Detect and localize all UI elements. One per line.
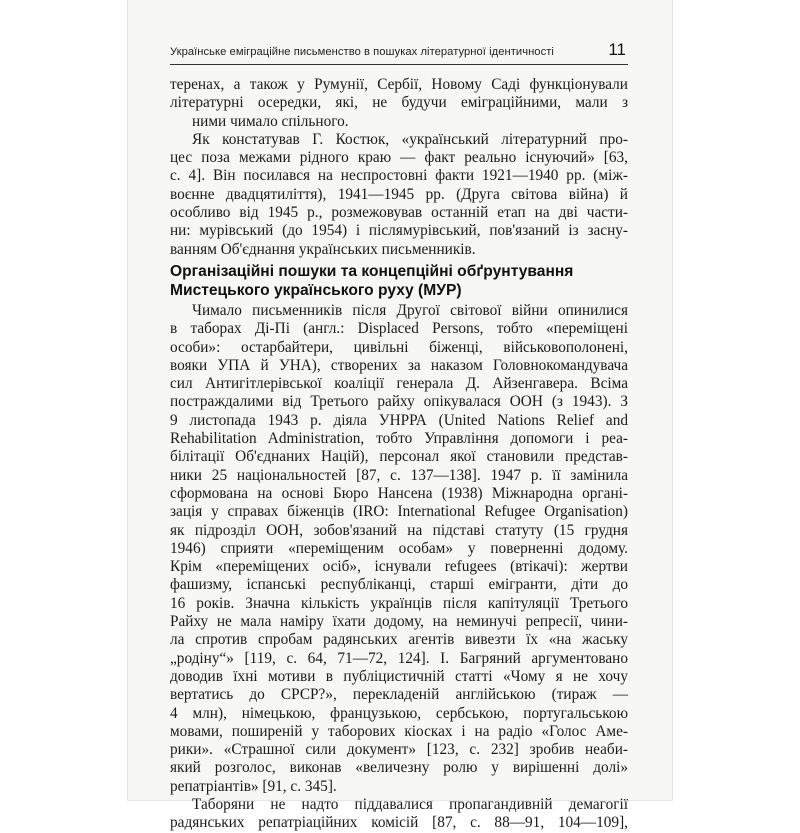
- section-heading-line: Організаційні пошуки та концепційні обґрунтування: [170, 263, 574, 280]
- text-line: Райху не мала наміру їхати додому, на неминучі репресії, чини-: [170, 613, 628, 631]
- paragraph-4-cont: [170, 814, 628, 832]
- text-line: ни: мурівський (до 1954) і післямурівський, пов'язаний із засну-: [170, 222, 628, 240]
- text-line: мовами, поширеній у таборових кіосках і на радіо «Голос Аме-: [170, 722, 628, 740]
- paragraph-1: [170, 76, 628, 131]
- text-line: ники 25 національностей [87, с. 137—138]. 1947 р. її замінила: [170, 466, 628, 484]
- running-header-title: Українське еміграційне письменство в пошуках літературної ідентичності: [170, 46, 554, 58]
- body-text-block-2: [170, 302, 628, 833]
- text-line: Rehabilitation Administration, тобто Управління допомоги і реа-: [170, 430, 628, 448]
- text-line: цес поза межами рідного краю — факт реально існуючий» [63,: [170, 149, 628, 167]
- text-line: Чимало письменників після Другої світової війни опинилися: [192, 302, 628, 319]
- text-line: фашизму, іспанські республіканці, старші емігранти, діти до: [170, 576, 628, 594]
- text-line: рики». «Страшної сили документ» [123, с. 232] зробив неаби-: [170, 741, 628, 759]
- text-line: теренах, а також у Румунії, Сербії, Новому Саді функціонували: [170, 76, 628, 93]
- text-line: Таборяни не надто піддавалися пропагандивній демагогії: [192, 796, 628, 814]
- text-line: доводив їхні мотиви в публіцистичній статті «Чому я не хочу: [170, 667, 628, 685]
- text-line: особи»: остарбайтери, цивільні біженці, військовополонені,: [170, 338, 628, 356]
- text-line: „родіну“» [119, с. 64, 71—72, 124]. І. Багряний аргументовано: [170, 649, 628, 667]
- running-header: [170, 40, 628, 62]
- text-line: літературні осередки, які, не будучи еміграційними, мали з: [170, 94, 628, 112]
- text-line: в таборах Ді-Пі (англ.: Displaced Persons, тобто «переміщені: [170, 320, 628, 338]
- page-number: 11: [608, 40, 626, 59]
- text-line: Крім «переміщених осіб», існували refugees (втікачі): жертви: [170, 558, 628, 576]
- text-line: 16 років. Значна кількість українців після капітуляції Третього: [170, 594, 628, 612]
- text-line: с. 4]. Він посилався на неспростовні факти 1921—1940 рр. (між-: [170, 167, 628, 185]
- text-line: який розголос, виконав «величезну ролю у вирішенні долі»: [170, 759, 628, 777]
- text-line: ванням Об'єднання українських письменників.: [170, 240, 476, 258]
- text-line: радянських репатріаційних комісій [87, с. 88—91, 104—109],: [170, 814, 628, 832]
- text-line: білітації Об'єднаних Націй), персонал якої становили представ-: [170, 448, 628, 466]
- section-heading: [170, 262, 628, 300]
- text-line: вояки УПА й УНА), створених за наказом Головнокомандувача: [170, 356, 628, 374]
- paragraph-3-cont: [170, 320, 628, 796]
- paragraph-2-cont: [170, 149, 628, 259]
- text-line: ними чимало спільного.: [192, 112, 349, 130]
- paragraph-2: [170, 131, 628, 149]
- text-line: постраждалими від Третього райху опікувалася ООН (з 1943). З: [170, 393, 628, 411]
- text-line: сил Антигітлерівської коаліції генерала Д. Айзенгавера. Всіма: [170, 375, 628, 393]
- text-line: 1946) сприяти «переміщеним особам» у поверненні додому.: [170, 539, 628, 557]
- paragraph-3: [170, 302, 628, 320]
- text-line: сформована на основі Бюро Нансена (1938) Міжнародна органі-: [170, 484, 628, 502]
- text-line: ла спротив спробам радянських агентів вивезти їх «на жаську: [170, 631, 628, 649]
- text-line: 9 листопада 1943 р. діяла УНРРА (United Nations Relief and: [170, 411, 628, 429]
- text-line: як підрозділ ООН, зобов'язаний на підставі статуту (15 грудня: [170, 521, 628, 539]
- text-line: репатріантів» [91, с. 345].: [170, 777, 337, 795]
- paragraph-4: [170, 796, 628, 814]
- text-line: зація у справах біженців (IRO: International Refugee Organisation): [170, 503, 628, 521]
- section-heading-line: Мистецького українського руху (МУР): [170, 282, 462, 299]
- text-line: Як констатував Г. Костюк, «український літературний про-: [192, 130, 628, 148]
- text-line: воєнне двадцятиліття), 1941—1945 рр. (Друга світова війна) й: [170, 185, 628, 203]
- header-rule: [170, 64, 628, 65]
- text-line: вертатись до СРСР?», перекладеній англійською (тираж —: [170, 686, 628, 704]
- body-text-block-1: [170, 76, 628, 259]
- text-line: особливо від 1945 р., розмежовував останній етап на дві части-: [170, 204, 628, 222]
- text-line: 4 млн), німецькою, французькою, сербською, португальською: [170, 704, 628, 722]
